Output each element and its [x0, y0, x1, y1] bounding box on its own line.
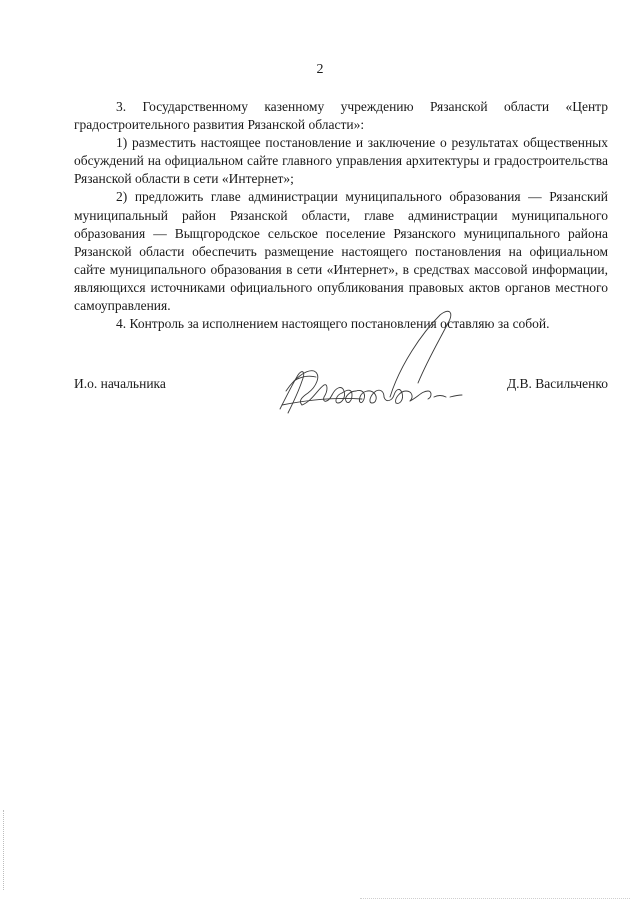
handwritten-signature: [272, 305, 472, 425]
scan-edge-marks: [3, 810, 6, 890]
page-number: 2: [316, 62, 324, 77]
paragraph-3: 3. Государственному казенному учреждению Рязанской области «Центр градостроительного развития Рязанской области»:: [74, 99, 608, 133]
paragraph-4: 4. Контроль за исполнением настоящего постановления оставляю за собой.: [116, 316, 550, 332]
paragraph-3-2: 2) предложить главе администрации муниципального образования — Рязанский муниципальный район Рязанской области, главе администрации муниципального образования — Выщгородское сельское поселение Рязанского муниципального района Рязанской области обеспечить размещение настоящего постановления на официальном сайте муниципального образования в сети «Интернет», в средствах массовой информации, являющихся источниками официального опубликования правовых актов органов местного самоуправления.: [74, 189, 608, 314]
signatory-name: Д.В. Васильченко: [506, 376, 608, 391]
document-body: [74, 98, 608, 333]
paragraph-3-1: 1) разместить настоящее постановление и заключение о результатах общественных обсуждений на официальном сайте главного управления архитектуры и градостроительства Рязанской области в сети «Интернет»;: [74, 135, 608, 187]
scan-bottom-edge: [360, 898, 630, 900]
signatory-position: И.о. начальника: [74, 376, 166, 391]
signature-row: [74, 376, 608, 400]
